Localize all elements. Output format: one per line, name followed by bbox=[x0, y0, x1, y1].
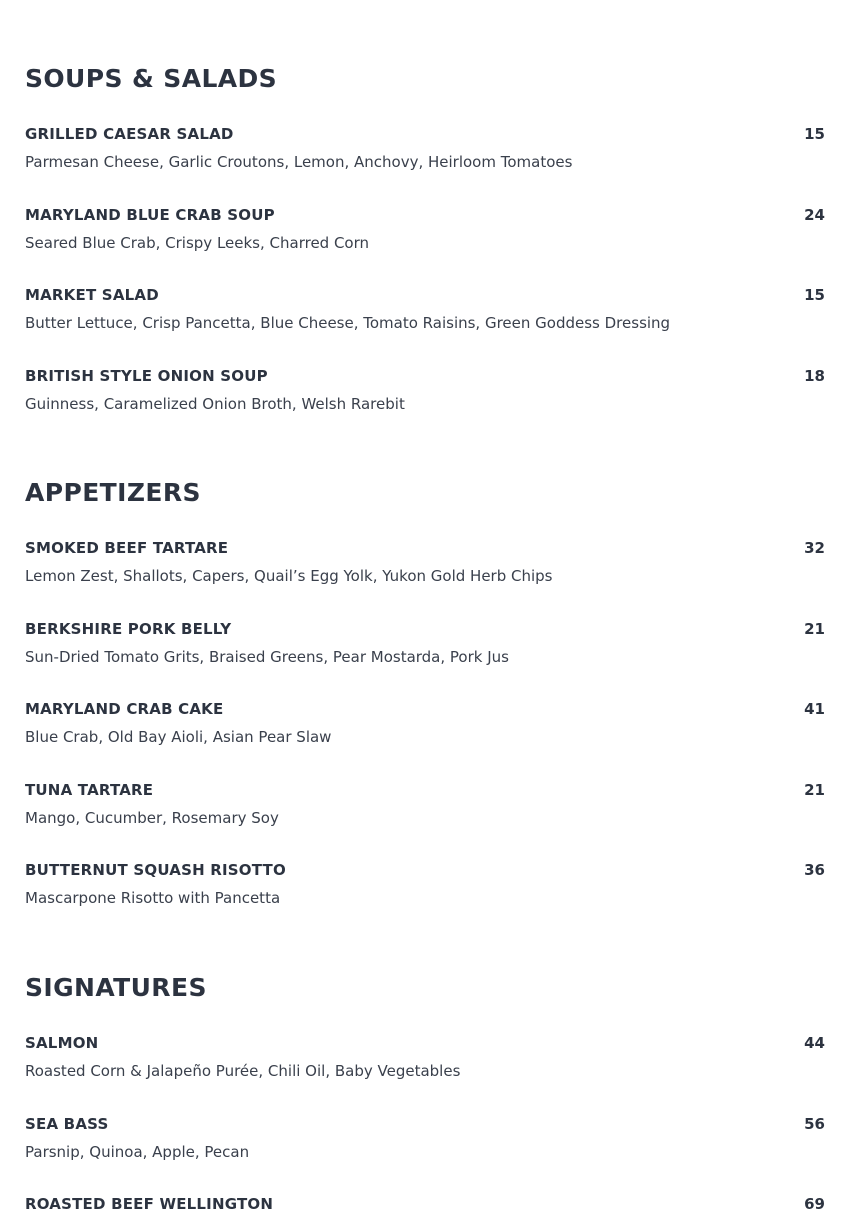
menu-item bbox=[25, 205, 825, 265]
item-description: Guinness, Caramelized Onion Broth, Welsh Rarebit bbox=[25, 395, 405, 413]
item-name: SEA BASS bbox=[25, 1115, 109, 1133]
item-name: TUNA TARTARE bbox=[25, 781, 154, 799]
item-description: Sun-Dried Tomato Grits, Braised Greens, Pear Mostarda, Pork Jus bbox=[25, 648, 509, 666]
menu-item bbox=[25, 780, 825, 840]
item-name: MARKET SALAD bbox=[25, 286, 159, 304]
item-name: SMOKED BEEF TARTARE bbox=[25, 539, 229, 557]
menu-item bbox=[25, 699, 825, 759]
menu-item bbox=[25, 1194, 825, 1220]
item-description: Roasted Corn & Jalapeño Purée, Chili Oil, Baby Vegetables bbox=[25, 1062, 461, 1080]
item-price: 44 bbox=[804, 1034, 825, 1052]
item-name: SALMON bbox=[25, 1034, 99, 1052]
section-title: APPETIZERS bbox=[25, 478, 201, 507]
item-description: Parmesan Cheese, Garlic Croutons, Lemon, Anchovy, Heirloom Tomatoes bbox=[25, 153, 573, 171]
item-description: Seared Blue Crab, Crispy Leeks, Charred Corn bbox=[25, 234, 370, 252]
item-price: 21 bbox=[804, 781, 825, 799]
item-name: BERKSHIRE PORK BELLY bbox=[25, 620, 232, 638]
item-price: 15 bbox=[804, 286, 825, 304]
menu-item bbox=[25, 1114, 825, 1174]
item-price: 56 bbox=[804, 1115, 825, 1133]
item-name: MARYLAND CRAB CAKE bbox=[25, 700, 224, 718]
section-title: SOUPS & SALADS bbox=[25, 64, 278, 93]
item-price: 69 bbox=[804, 1195, 825, 1213]
menu-item bbox=[25, 366, 825, 426]
item-description: Butter Lettuce, Crisp Pancetta, Blue Cheese, Tomato Raisins, Green Goddess Dressing bbox=[25, 314, 671, 332]
item-description: Blue Crab, Old Bay Aioli, Asian Pear Slaw bbox=[25, 728, 332, 746]
item-price: 18 bbox=[804, 367, 825, 385]
item-price: 21 bbox=[804, 620, 825, 638]
menu-item bbox=[25, 124, 825, 184]
item-price: 24 bbox=[804, 206, 825, 224]
item-description: Parsnip, Quinoa, Apple, Pecan bbox=[25, 1143, 250, 1161]
menu-item bbox=[25, 860, 825, 920]
item-name: BRITISH STYLE ONION SOUP bbox=[25, 367, 268, 385]
menu-item bbox=[25, 619, 825, 679]
menu-item bbox=[25, 538, 825, 598]
item-description: Mango, Cucumber, Rosemary Soy bbox=[25, 809, 279, 827]
item-name: BUTTERNUT SQUASH RISOTTO bbox=[25, 861, 286, 879]
section-title: SIGNATURES bbox=[25, 973, 207, 1002]
menu-item bbox=[25, 1033, 825, 1093]
item-price: 41 bbox=[804, 700, 825, 718]
item-price: 32 bbox=[804, 539, 825, 557]
menu-item bbox=[25, 285, 825, 345]
item-price: 36 bbox=[804, 861, 825, 879]
item-name: MARYLAND BLUE CRAB SOUP bbox=[25, 206, 275, 224]
item-price: 15 bbox=[804, 125, 825, 143]
item-description: Lemon Zest, Shallots, Capers, Quail’s Egg Yolk, Yukon Gold Herb Chips bbox=[25, 567, 553, 585]
item-name: ROASTED BEEF WELLINGTON bbox=[25, 1195, 274, 1213]
item-description: Mascarpone Risotto with Pancetta bbox=[25, 889, 281, 907]
item-name: GRILLED CAESAR SALAD bbox=[25, 125, 234, 143]
